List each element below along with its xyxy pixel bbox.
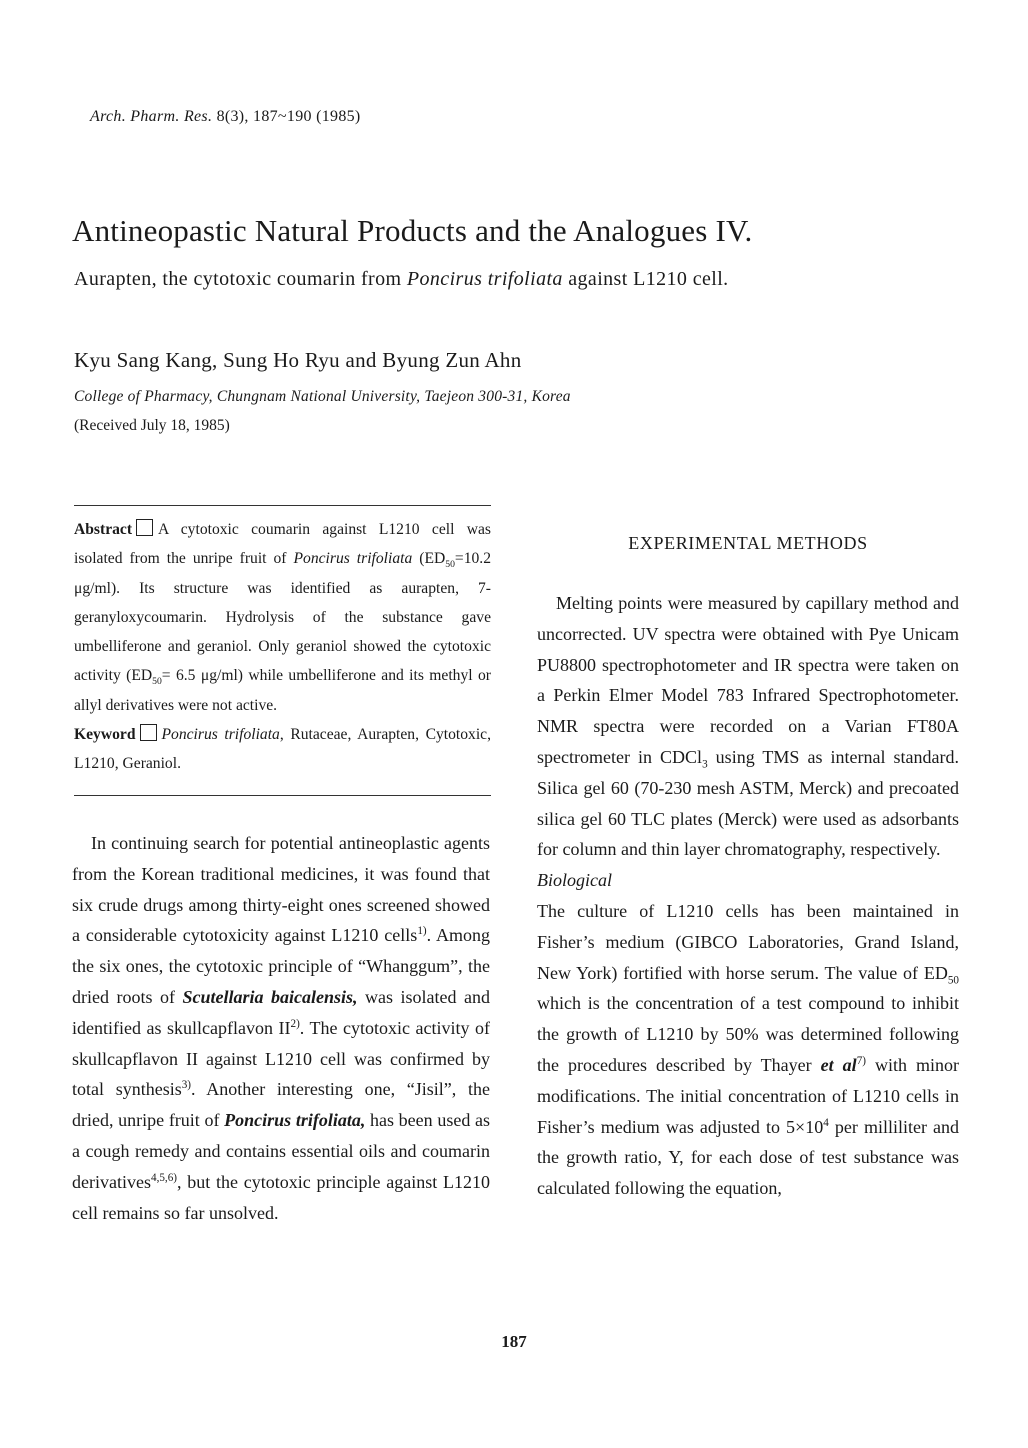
intro-f: has been used as a cough remedy and contains essential oils and coumarin derivatives [72,1110,490,1192]
abstract-box [74,515,491,779]
methods-paragraph-1 [537,588,959,865]
abstract-paragraph [74,515,491,720]
keyword-paragraph [74,720,491,779]
methods-p2b: which is the concentration of a test compound to inhibit the growth of L1210 by 50% was determined following the procedures described by Thayer [537,993,959,1075]
introduction-text [72,828,490,1228]
subheading-biological: Biological [537,870,612,891]
methods-p2-sup: 4 [823,1116,829,1129]
abstract-text-3: =10.2 μg/ml). Its structure was identified as aurapten, 7-geranyloxycoumarin. Hydrolysis of the substance gave umbelliferone and geraniol. Only geraniol showed the cytotoxic activity (ED [74,550,491,685]
paper-title: Antineopastic Natural Products and the Analogues IV. [72,213,753,248]
subtitle-pre: Aurapten, the cytotoxic coumarin from [74,268,402,290]
keyword-species: Poncirus trifoliata [161,726,280,744]
paper-subtitle [74,268,729,291]
intro-b: . Among the six ones, the cytotoxic principle of “Whanggum”, the dried roots of [72,925,490,1007]
abstract-label: Abstract [74,521,133,538]
methods-p2a: The culture of L1210 cells has been maintained in Fisher’s medium (GIBCO Laboratories, Grand Island, New York) fortified with horse serum. The value of ED [537,900,959,983]
methods-text [537,588,959,1204]
checkbox-square-icon [140,724,157,741]
methods-paragraph-2 [537,896,959,1204]
intro-e: . Another interesting one, “Jisil”, the dried, unripe fruit of [72,1079,490,1131]
ref-4: 4,5,6) [150,1171,178,1184]
affiliation: College of Pharmacy, Chungnam National University, Taejeon 300-31, Korea [74,388,571,405]
abstract-sub-1: 50 [445,559,455,571]
methods-p1a: Melting points were measured by capillary method and uncorrected. UV spectra were obtained with Pye Unicam PU8800 spectrophotometer and IR spectra were taken on a Perkin Elmer Model 783 Infrared Spectrophotometer. NMR spectra were recorded on a Varian FT80A spectrometer in CDCl [537,593,959,767]
intro-d: . The cytotoxic activity of skullcapflavon II against L1210 cell was confirmed by total synthesis [72,1017,490,1100]
intro-paragraph [72,828,490,1228]
intro-c: was isolated and identified as skullcapflavon II [72,986,491,1038]
methods-p2d: per milliliter and the growth ratio, Y, for each dose of test substance was calculated following the equation, [537,1116,960,1199]
abstract-text-4: = 6.5 μg/ml) while umbelliferone and its methyl or allyl derivatives were not active. [74,667,491,714]
methods-p2-sub: 50 [947,974,959,987]
volume-pages: 8(3), 187~190 (1985) [216,108,361,125]
methods-p1-sub: 3 [702,758,708,771]
abstract-text-1: A cytotoxic coumarin against L1210 cell was isolated from the unripe fruit of [74,521,491,568]
checkbox-square-icon [136,519,153,536]
intro-a: In continuing search for potential antineoplastic agents from the Korean traditional medicines, it was found that six crude drugs among thirty-eight ones screened showed a considerable cytotoxicity against L1210 cells [72,833,490,946]
received-date: (Received July 18, 1985) [74,417,230,434]
ref-3: 3) [181,1079,192,1092]
methods-p2c: with minor modifications. The initial concentration of L1210 cells in Fisher’s medium was adjusted to 5×10 [537,1054,960,1137]
journal-citation [90,108,361,126]
abstract-text-2: (ED [419,550,446,568]
methods-p1b: using TMS as internal standard. Silica gel 60 (70-230 mesh ASTM, Merck) and precoated silica gel 60 TLC plates (Merck) were used as adsorbants for column and thin layer chromatography, respectively. [537,746,960,860]
keyword-rest: , Rutaceae, Aurapten, Cytotoxic, L1210, Geraniol. [74,726,491,773]
ref-1: 1) [417,925,427,938]
abstract-top-rule [74,505,491,506]
section-heading-methods: EXPERIMENTAL METHODS [628,533,868,553]
abstract-bottom-rule [74,795,491,796]
intro-species-1: Scutellaria baicalensis, [182,986,358,1007]
ref-7: 7) [856,1054,866,1067]
journal-name: Arch. Pharm. Res. [90,108,213,125]
intro-g: , but the cytotoxic principle against L1210 cell remains so far unsolved. [72,1171,490,1223]
abstract-species: Poncirus trifoliata [293,550,413,568]
ref-2: 2) [290,1017,300,1030]
et-al: et al [820,1054,857,1075]
abstract-sub-2: 50 [152,676,162,688]
keyword-label: Keyword [74,726,136,744]
page-number: 187 [501,1332,527,1351]
subtitle-species: Poncirus trifoliata [406,268,563,290]
intro-species-2: Poncirus trifoliata, [224,1110,366,1131]
authors: Kyu Sang Kang, Sung Ho Ryu and Byung Zun Ahn [74,348,522,372]
subtitle-post: against L1210 cell. [568,268,729,290]
